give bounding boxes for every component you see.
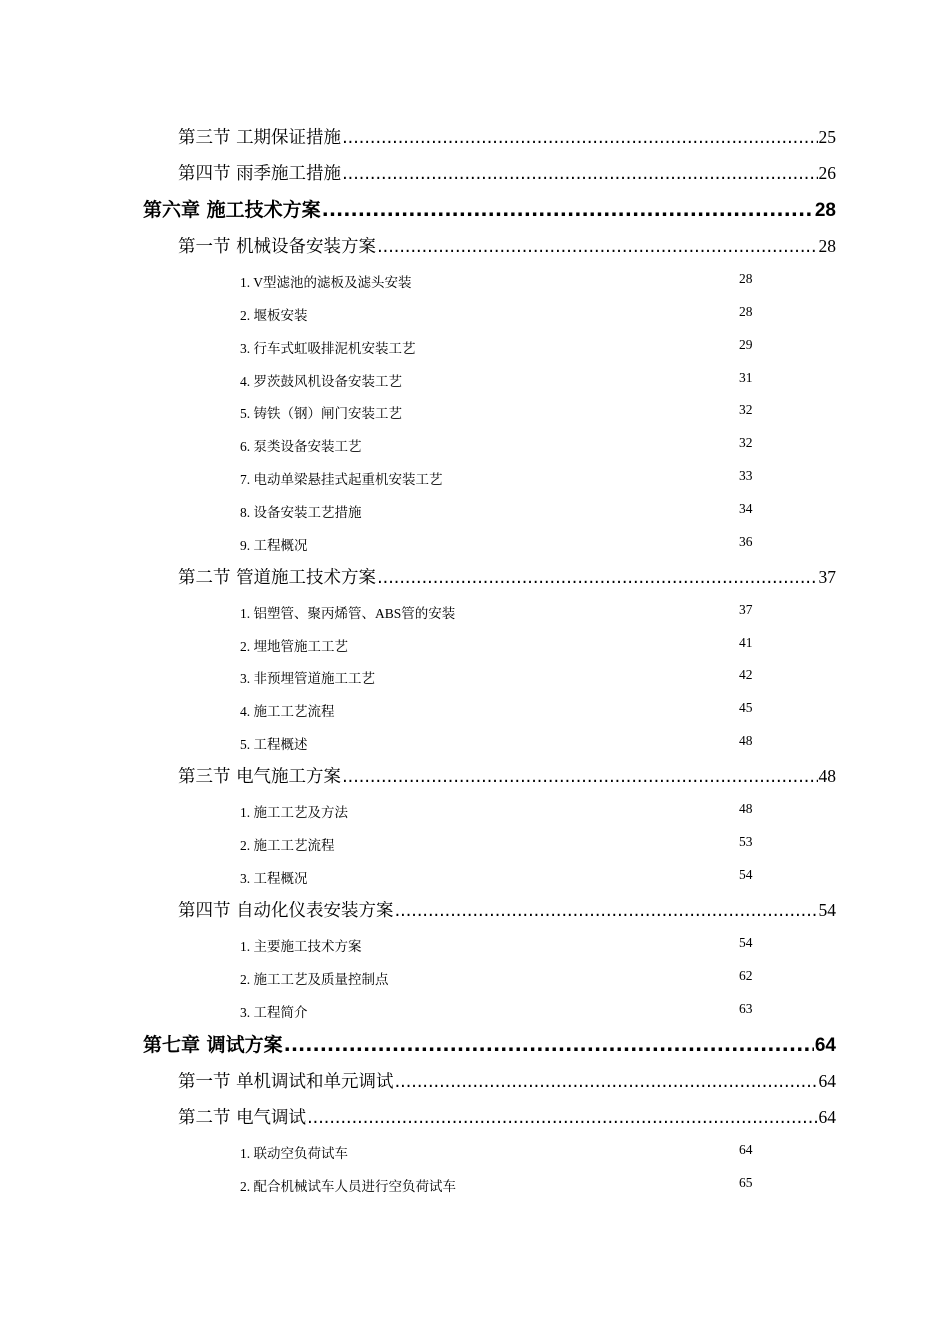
toc-subentry[interactable] [240,667,760,685]
toc-subentry-label: 3. 工程概况 [240,871,308,886]
toc-subentry-page: 54 [739,867,753,882]
toc-subentry[interactable] [240,935,760,953]
toc-subentry-label: 5. 工程概述 [240,737,308,752]
toc-subentry-page: 34 [739,501,753,516]
toc-leader-dots [284,1034,814,1056]
toc-section-entry[interactable] [178,897,836,922]
toc-leader-dots [342,767,817,787]
toc-subentry[interactable] [240,435,760,453]
toc-entry-label: 第二节 管道施工技术方案 [178,568,377,588]
toc-subentry-label: 2. 配合机械试车人员进行空负荷试车 [240,1179,456,1194]
toc-subentry-page: 32 [739,435,753,450]
toc-section-entry[interactable] [178,763,836,788]
toc-leader-dots [322,199,814,221]
toc-subentry-page: 64 [739,1142,753,1157]
toc-leader-dots [395,901,818,921]
toc-subentry[interactable] [240,733,760,751]
toc-page-number: 28 [818,236,836,256]
toc-subentry-label: 1. 铝塑管、聚丙烯管、ABS管的安装 [240,606,456,621]
toc-subentry-label: 5. 铸铁（钢）闸门安装工艺 [240,406,402,421]
toc-subentry-label: 3. 行车式虹吸排泥机安装工艺 [240,341,416,356]
toc-entry-label: 第四节 雨季施工措施 [178,164,342,184]
toc-chapter-label: 第七章 调试方案 [143,1034,283,1056]
toc-subentry[interactable] [240,1142,760,1160]
toc-subentry[interactable] [240,337,760,355]
toc-entry-label: 第二节 电气调试 [178,1108,307,1128]
toc-subentry[interactable] [240,1001,760,1019]
toc-section-entry[interactable] [178,1104,836,1129]
toc-subentry-label: 2. 施工工艺流程 [240,838,335,853]
toc-subentry-page: 33 [739,468,753,483]
toc-subentry-page: 42 [739,667,753,682]
toc-subentry-page: 37 [739,602,753,617]
toc-subentry[interactable] [240,304,760,322]
toc-page-number: 64 [818,1071,836,1091]
toc-subentry-label: 2. 施工工艺及质量控制点 [240,972,389,987]
toc-subentry-page: 28 [739,304,753,319]
toc-entry-label: 第一节 机械设备安装方案 [178,237,377,257]
toc-subentry-label: 2. 埋地管施工工艺 [240,639,348,654]
toc-leader-dots [342,164,817,184]
toc-subentry[interactable] [240,867,760,885]
toc-entry-label: 第三节 电气施工方案 [178,767,342,787]
toc-page-number: 28 [814,200,836,221]
toc-subentry-page: 45 [739,700,753,715]
toc-section-entry[interactable] [178,233,836,258]
toc-subentry-label: 9. 工程概况 [240,538,308,553]
toc-subentry-label: 4. 施工工艺流程 [240,704,335,719]
toc-subentry-label: 2. 堰板安装 [240,308,308,323]
toc-subentry[interactable] [240,370,760,388]
toc-subentry[interactable] [240,271,760,289]
toc-subentry[interactable] [240,801,760,819]
toc-subentry[interactable] [240,534,760,552]
toc-subentry-page: 48 [739,801,753,816]
toc-section-entry[interactable] [178,564,836,589]
toc-subentry-label: 3. 工程简介 [240,1005,308,1020]
toc-page-number: 64 [814,1035,836,1056]
toc-chapter-entry[interactable] [143,1030,836,1057]
toc-subentry-page: 28 [739,271,753,286]
toc-subentry[interactable] [240,968,760,986]
toc-subentry-page: 32 [739,402,753,417]
toc-subentry-label: 3. 非预埋管道施工工艺 [240,671,375,686]
toc-leader-dots [377,237,817,257]
toc-leader-dots [395,1072,818,1092]
toc-entry-label: 第一节 单机调试和单元调试 [178,1072,394,1092]
toc-leader-dots [307,1108,817,1128]
toc-subentry-label: 7. 电动单梁悬挂式起重机安装工艺 [240,472,443,487]
toc-subentry-label: 1. 施工工艺及方法 [240,805,348,820]
toc-chapter-entry[interactable] [143,195,836,222]
toc-subentry-page: 54 [739,935,753,950]
toc-subentry-page: 29 [739,337,753,352]
toc-subentry-label: 1. 主要施工技术方案 [240,939,362,954]
toc-subentry[interactable] [240,635,760,653]
toc-subentry-page: 65 [739,1175,753,1190]
toc-page-number: 48 [818,766,836,786]
toc-leader-dots [377,568,817,588]
toc-subentry-page: 36 [739,534,753,549]
toc-subentry-label: 1. V型滤池的滤板及滤头安装 [240,275,412,290]
toc-subentry[interactable] [240,834,760,852]
toc-subentry-page: 63 [739,1001,753,1016]
toc-page-number: 26 [818,163,836,183]
toc-subentry-page: 41 [739,635,753,650]
toc-subentry-label: 8. 设备安装工艺措施 [240,505,362,520]
toc-section-entry[interactable] [178,1068,836,1093]
toc-subentry[interactable] [240,501,760,519]
toc-subentry[interactable] [240,468,760,486]
toc-subentry-label: 4. 罗茨鼓风机设备安装工艺 [240,374,402,389]
toc-page-number: 25 [818,127,836,147]
toc-chapter-label: 第六章 施工技术方案 [143,199,321,221]
toc-leader-dots [342,128,817,148]
toc-subentry-page: 62 [739,968,753,983]
toc-subentry-label: 6. 泵类设备安装工艺 [240,439,362,454]
toc-subentry-page: 48 [739,733,753,748]
toc-subentry[interactable] [240,602,760,620]
toc-page-number: 37 [818,567,836,587]
toc-subentry-page: 53 [739,834,753,849]
toc-entry-label: 第四节 自动化仪表安装方案 [178,901,394,921]
toc-subentry-label: 1. 联动空负荷试车 [240,1146,348,1161]
toc-entry-label: 第三节 工期保证措施 [178,128,342,148]
toc-section-entry[interactable] [178,160,836,185]
toc-subentry-page: 31 [739,370,753,385]
toc-subentry[interactable] [240,402,760,420]
toc-page-number: 64 [818,1107,836,1127]
toc-subentry[interactable] [240,700,760,718]
toc-subentry[interactable] [240,1175,760,1193]
toc-page-number: 54 [818,900,836,920]
toc-section-entry[interactable] [178,124,836,149]
